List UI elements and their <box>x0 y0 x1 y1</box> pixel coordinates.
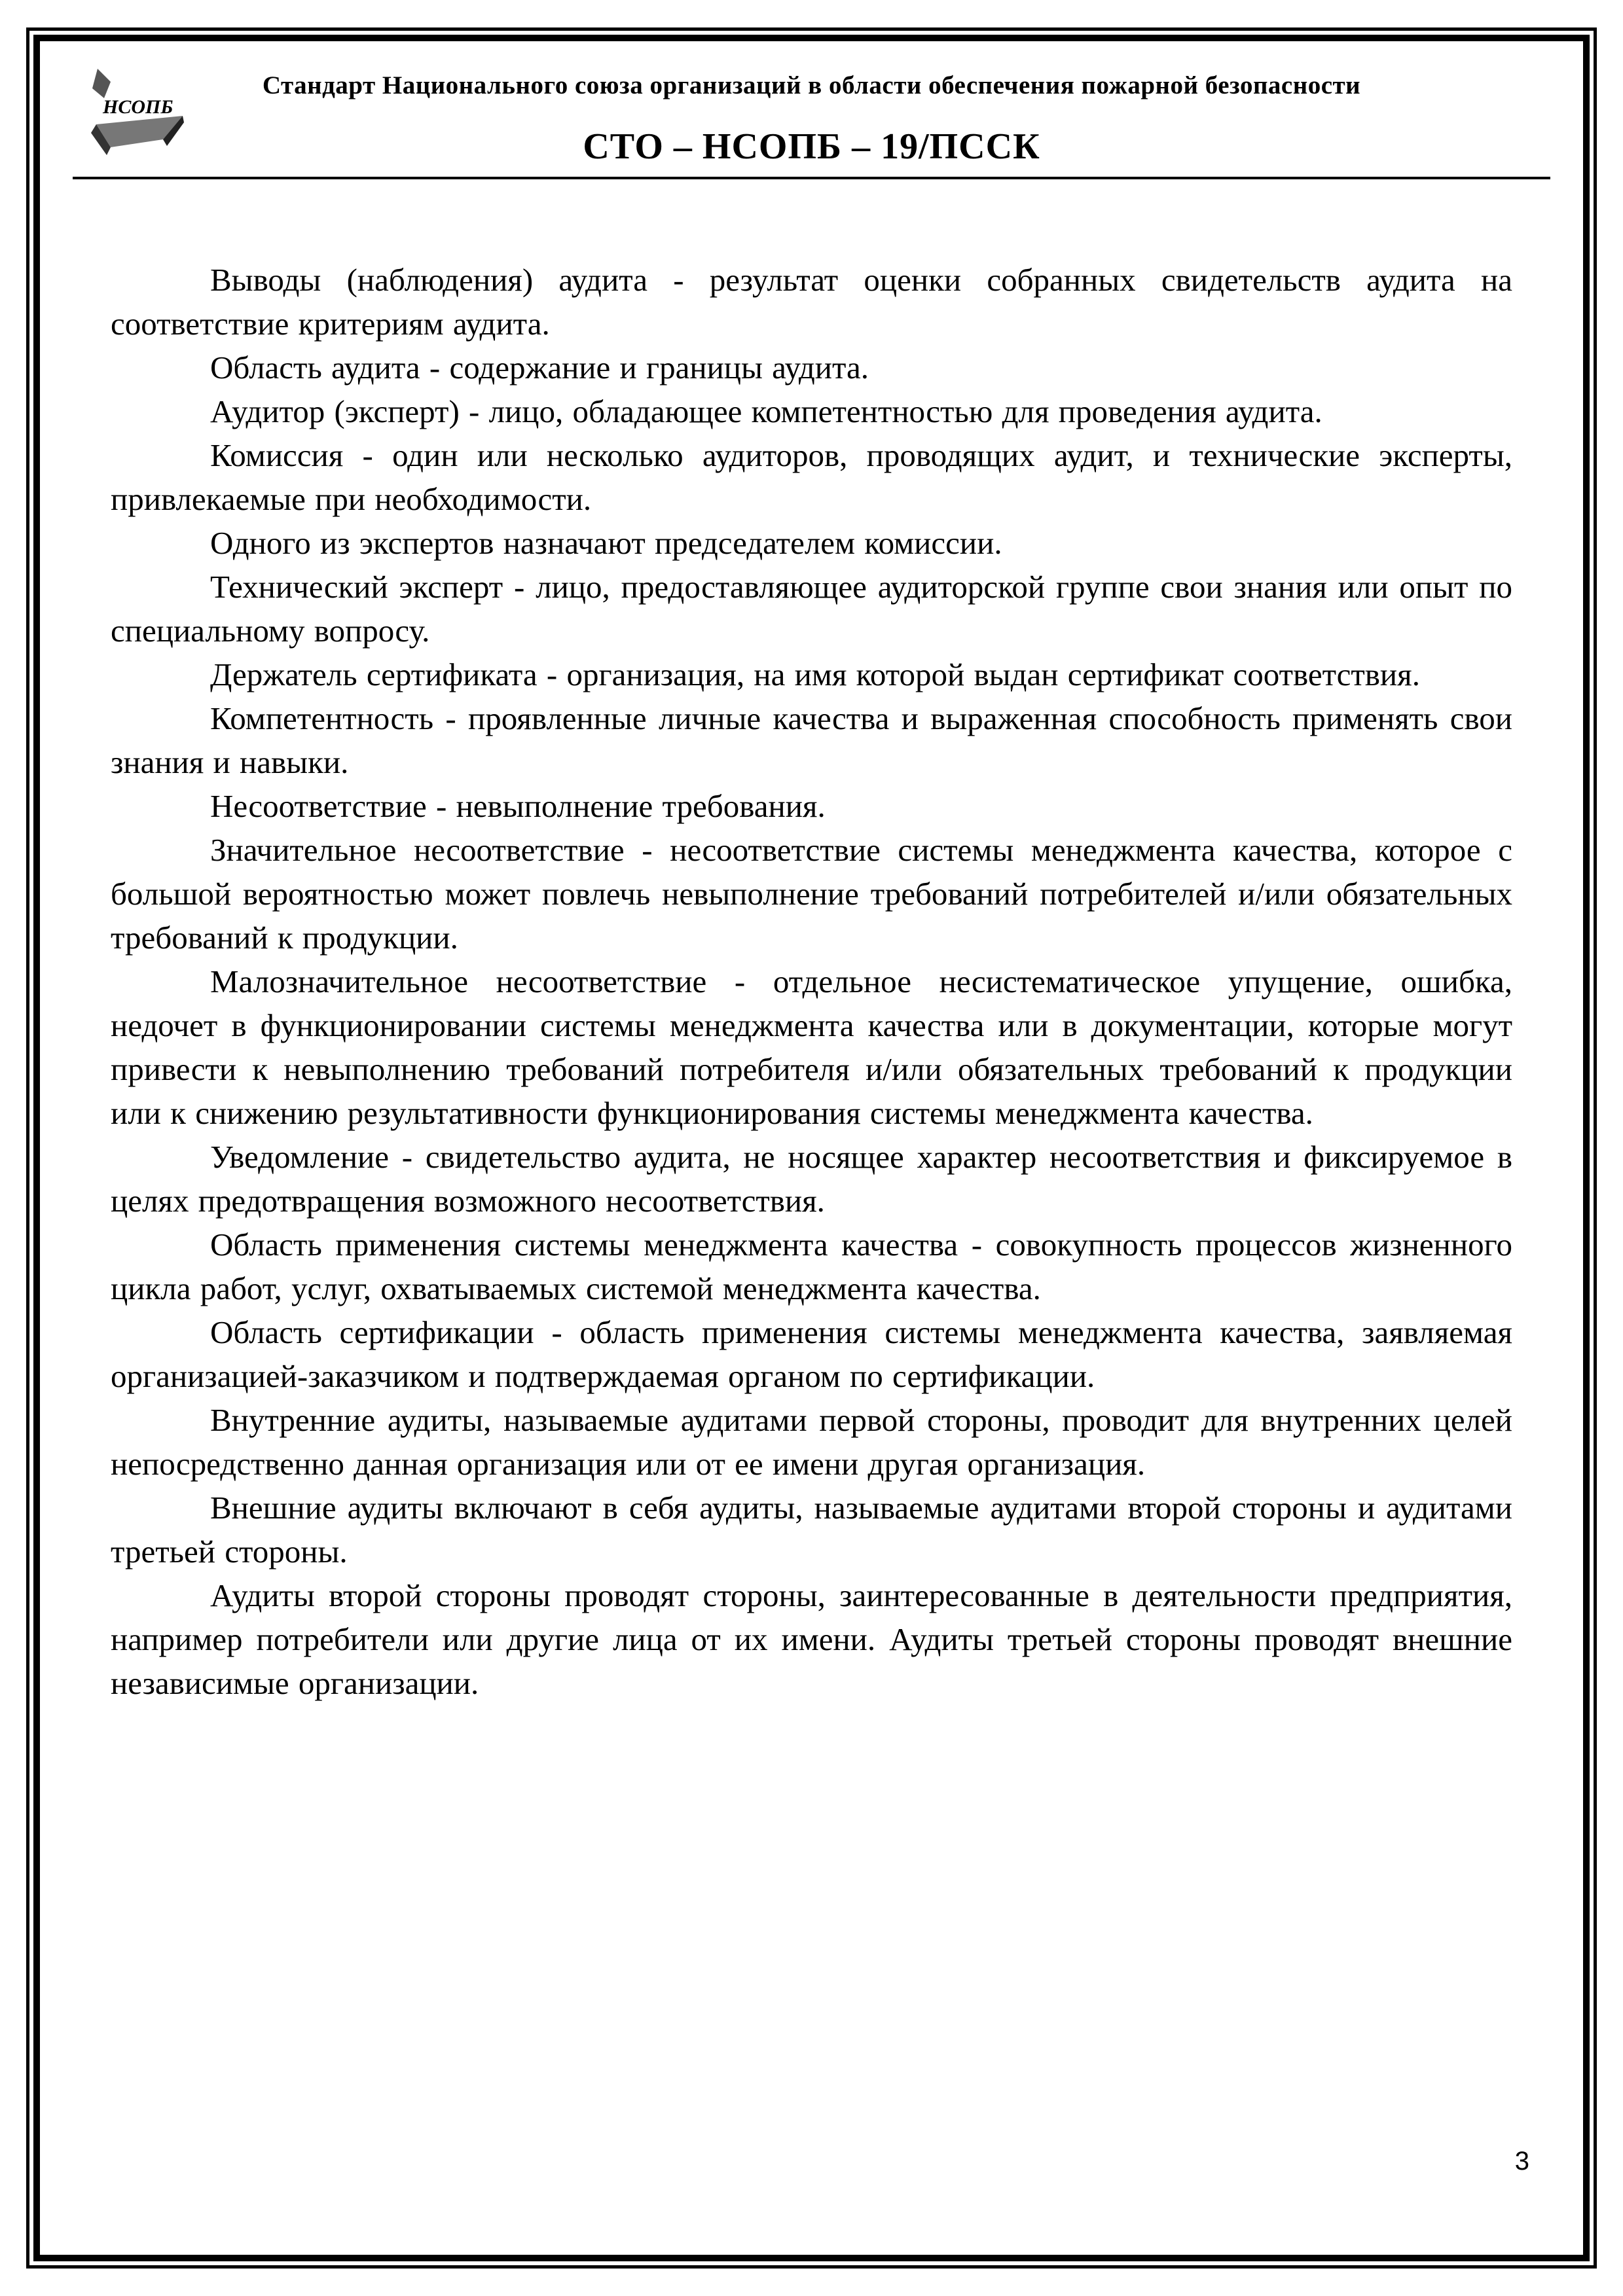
paragraph: Внешние аудиты включают в себя аудиты, называемые аудитами второй стороны и аудитами третьей стороны. <box>111 1489 1512 1570</box>
paragraph: Значительное несоответствие - несоответствие системы менеджмента качества, которое с большой вероятностью может повлечь невыполнение требований потребителей и/или обязательных требований к продукции. <box>111 831 1512 956</box>
paragraph: Компетентность - проявленные личные качества и выраженная способность применять свои знания и навыки. <box>111 700 1512 780</box>
page-number: 3 <box>1514 2147 1529 2176</box>
paragraph: Технический эксперт - лицо, предоставляющее аудиторской группе свои знания или опыт по специальному вопросу. <box>111 568 1512 649</box>
paragraph: Комиссия - один или несколько аудиторов, проводящих аудит, и технические эксперты, привлекаемые при необходимости. <box>111 437 1512 517</box>
paragraph: Малозначительное несоответствие - отдельное несистематическое упущение, ошибка, недочет в функционировании системы менеджмента качества или в документации, которые могут привести к невыполнению требований потребителя и/или обязательных требований к продукции или к снижению результативности функционирования системы менеджмента качества. <box>111 963 1512 1131</box>
paragraph: Уведомление - свидетельство аудита, не носящее характер несоответствия и фиксируемое в целях предотвращения возможного несоответствия. <box>111 1138 1512 1219</box>
paragraph: Несоответствие - невыполнение требования. <box>210 787 826 824</box>
header-organization-line: Стандарт Национального союза организаций в области обеспечения пожарной безопасности <box>262 71 1361 99</box>
paragraph: Аудиты второй стороны проводят стороны, заинтересованные в деятельности предприятия, например потребители или другие лица от их имени. Аудиты третьей стороны проводят внешние независимые организации. <box>111 1577 1512 1701</box>
paragraph: Область применения системы менеджмента качества - совокупность процессов жизненного цикла работ, услуг, охватываемых системой менеджмента качества. <box>111 1226 1512 1306</box>
paragraph: Аудитор (эксперт) - лицо, обладающее компетентностью для проведения аудита. <box>210 393 1322 429</box>
logo-text: НСОПБ <box>103 96 173 118</box>
document-body <box>73 179 1550 1705</box>
paragraph: Область сертификации - область применения системы менеджмента качества, заявляемая организацией-заказчиком и подтверждаемая органом по сертификации. <box>111 1314 1512 1394</box>
page-header <box>73 53 1550 179</box>
header-document-code: СТО – НСОПБ – 19/ПССК <box>583 126 1040 167</box>
paragraph: Одного из экспертов назначают председателем комиссии. <box>210 524 1002 561</box>
paragraph: Держатель сертификата - организация, на имя которой выдан сертификат соответствия. <box>210 656 1420 692</box>
page-border-outer <box>26 27 1597 2269</box>
paragraph: Внутренние аудиты, называемые аудитами первой стороны, проводит для внутренних целей непосредственно данная организация или от ее имени другая организация. <box>111 1401 1512 1482</box>
nsopb-logo-icon <box>84 62 196 167</box>
nsopb-logo <box>84 62 196 167</box>
page-border-inner <box>33 35 1590 2261</box>
paragraph: Область аудита - содержание и границы аудита. <box>210 349 869 386</box>
paragraph: Выводы (наблюдения) аудита - результат оценки собранных свидетельств аудита на соответствие критериям аудита. <box>111 261 1512 342</box>
header-text-block <box>73 53 1550 168</box>
